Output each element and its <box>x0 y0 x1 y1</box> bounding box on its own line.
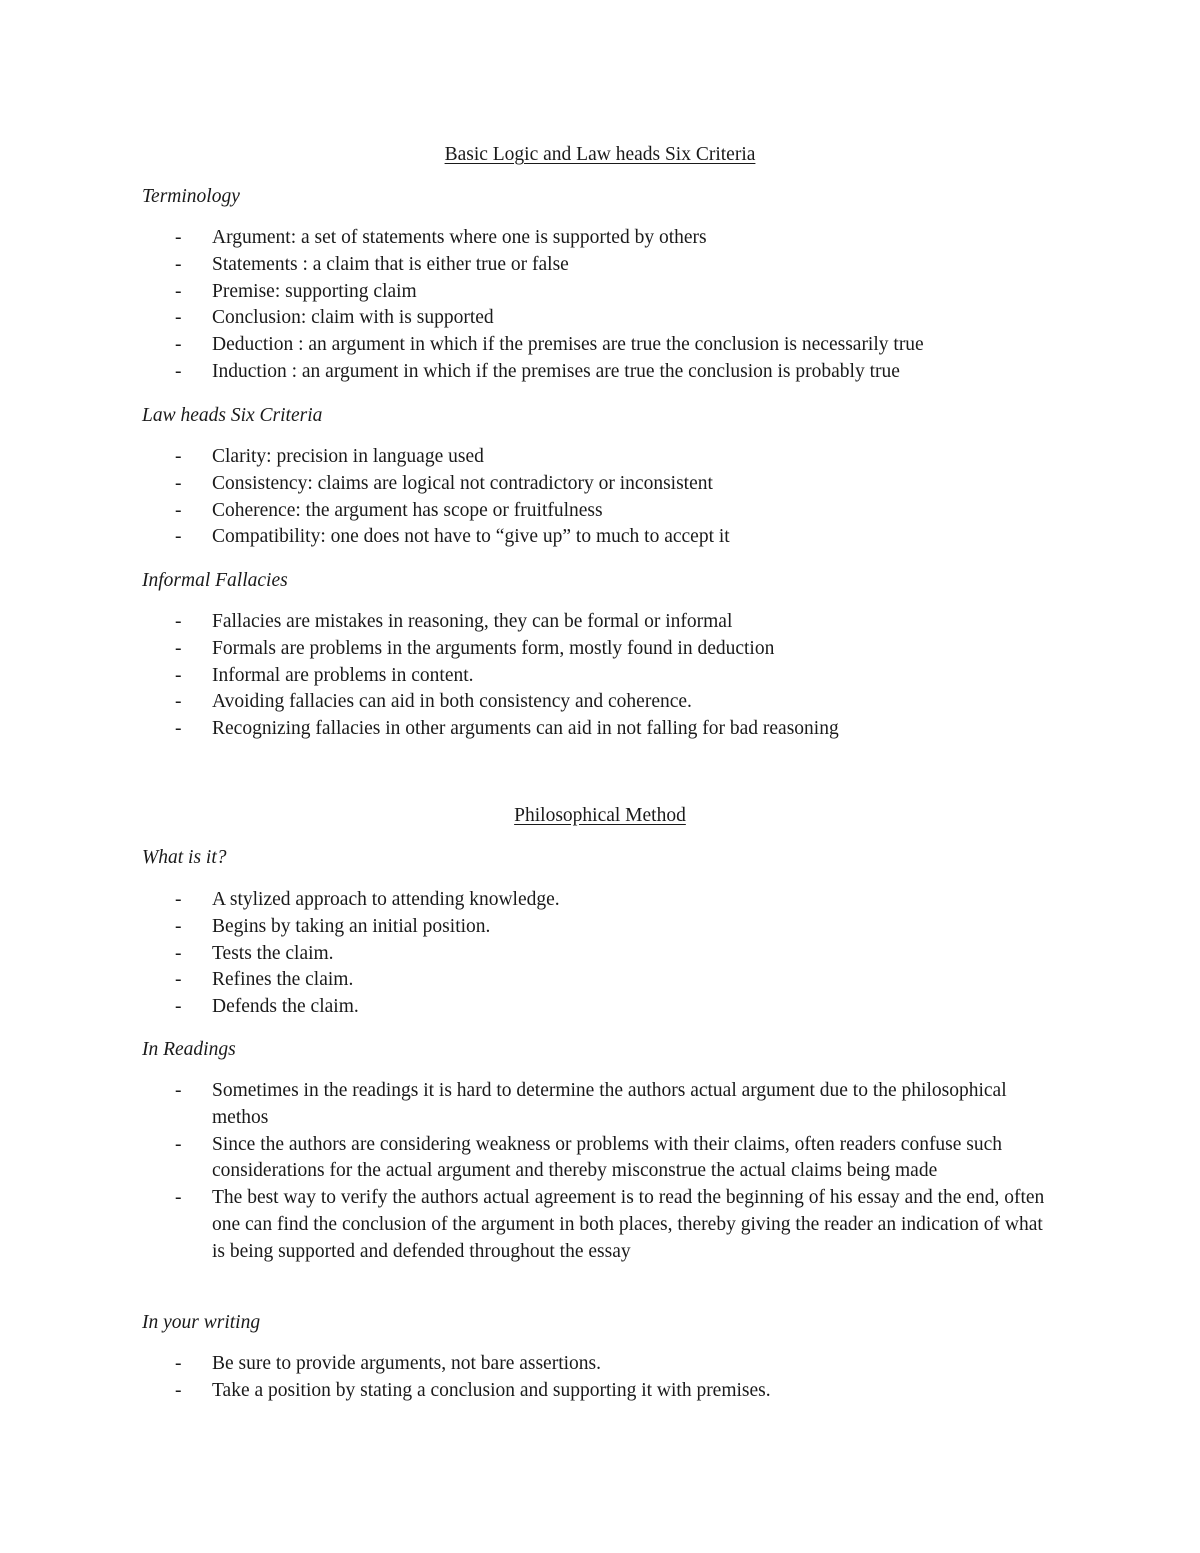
bullet-dash: - <box>175 307 182 329</box>
bullet-dash: - <box>175 280 182 302</box>
list-item: - Premise: supporting claim <box>0 279 1200 306</box>
subheading-in-your-writing: In your writing <box>142 1312 261 1333</box>
method-list <box>0 887 1200 1021</box>
bullet-dash: - <box>175 446 182 467</box>
bullet-dash: - <box>175 611 182 632</box>
bullet-dash: - <box>175 637 182 659</box>
list-item: - Clarity: precision in language used <box>0 444 1200 471</box>
list-item: - Informal are problems in content. <box>0 663 1200 690</box>
list-item: - A stylized approach to attending knowledge. <box>0 887 1200 914</box>
bullet-dash: - <box>175 1353 182 1374</box>
bullet-dash: - <box>175 1080 182 1101</box>
bullet-dash: - <box>175 691 182 713</box>
bullet-dash: - <box>175 360 182 382</box>
terminology-list <box>0 225 1200 386</box>
list-item: - Take a position by stating a conclusion and supporting it with premises. <box>0 1378 1200 1405</box>
bullet-dash: - <box>175 253 182 275</box>
list-item: - Since the authors are considering weakness or problems with their claims, often readers confuse such considerations for the actual argument and thereby misconstrue the actual claims being made <box>175 1133 1003 1182</box>
list-item: - Defends the claim. <box>0 994 1200 1021</box>
subheading-what-is-it: What is it? <box>142 847 227 868</box>
bullet-dash: - <box>175 996 182 1018</box>
bullet-dash: - <box>175 664 182 686</box>
list-item: - Recognizing fallacies in other arguments can aid in not falling for bad reasoning <box>0 716 1200 743</box>
fallacies-list <box>0 609 1200 743</box>
bullet-dash: - <box>175 1133 182 1155</box>
list-item: - Coherence: the argument has scope or fruitfulness <box>0 498 1200 525</box>
list-item: - Fallacies are mistakes in reasoning, they can be formal or informal <box>0 609 1200 636</box>
bullet-dash: - <box>175 1379 182 1401</box>
bullet-dash: - <box>175 334 182 356</box>
list-item: - Avoiding fallacies can aid in both consistency and coherence. <box>0 689 1200 716</box>
list-item: - Be sure to provide arguments, not bare assertions. <box>0 1351 1200 1378</box>
list-item: - Compatibility: one does not have to “give up” to much to accept it <box>0 524 1200 551</box>
list-item: - Argument: a set of statements where one is supported by others <box>0 225 1200 252</box>
list-item: - Statements : a claim that is either true or false <box>0 252 1200 279</box>
subheading-law-heads: Law heads Six Criteria <box>142 405 323 426</box>
list-item: - Consistency: claims are logical not contradictory or inconsistent <box>0 471 1200 498</box>
list-item: - Conclusion: claim with is supported <box>0 305 1200 332</box>
list-item: - The best way to verify the authors actual agreement is to read the beginning of his essay and the end, often one can find the conclusion of the argument in both places, thereby giving the reader an indication of what is being supported and defended throughout the essay <box>175 1187 1045 1262</box>
writing-list <box>0 1351 1200 1405</box>
list-item: - Induction : an argument in which if the premises are true the conclusion is probably true <box>0 359 1200 386</box>
list-item: - Refines the claim. <box>0 967 1200 994</box>
subheading-terminology: Terminology <box>142 186 240 207</box>
list-item: - Deduction : an argument in which if the premises are true the conclusion is necessarily true <box>0 332 1200 359</box>
list-item: - Tests the claim. <box>0 941 1200 968</box>
criteria-list <box>0 444 1200 551</box>
subheading-informal-fallacies: Informal Fallacies <box>142 570 288 591</box>
bullet-dash: - <box>175 526 182 548</box>
bullet-dash: - <box>175 942 182 964</box>
bullet-dash: - <box>175 499 182 521</box>
section-title-basic-logic: Basic Logic and Law heads Six Criteria <box>444 144 756 165</box>
list-item: - Begins by taking an initial position. <box>0 914 1200 941</box>
section-title-philosophical-method: Philosophical Method <box>514 805 686 826</box>
bullet-dash: - <box>175 889 182 910</box>
bullet-dash: - <box>175 969 182 991</box>
bullet-dash: - <box>175 1187 182 1209</box>
bullet-dash: - <box>175 472 182 494</box>
list-item: - Sometimes in the readings it is hard to determine the authors actual argument due to the philosophical methos <box>175 1080 1007 1128</box>
bullet-dash: - <box>175 915 182 937</box>
bullet-dash: - <box>175 227 182 248</box>
subheading-in-readings: In Readings <box>142 1039 236 1060</box>
readings-list <box>0 1078 1200 1266</box>
list-item: - Formals are problems in the arguments form, mostly found in deduction <box>0 636 1200 663</box>
bullet-dash: - <box>175 718 182 740</box>
